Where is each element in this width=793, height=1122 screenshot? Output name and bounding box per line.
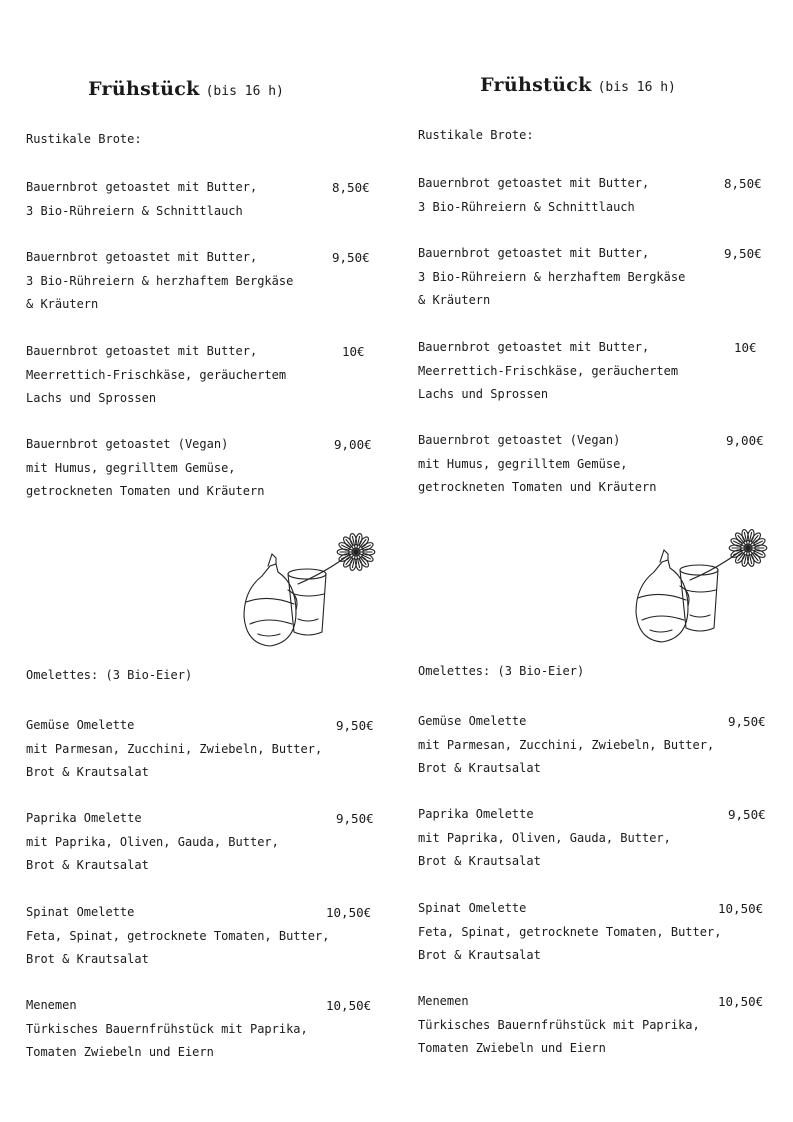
item-name: Menemen xyxy=(418,994,469,1008)
menu-item-omelette xyxy=(418,897,770,968)
menu-item-omelette xyxy=(26,994,378,1065)
menu-title xyxy=(398,74,758,104)
menu-item-brot xyxy=(418,242,770,313)
item-description: 3 Bio-Rühreiern & herzhaftem Bergkäse xyxy=(418,269,686,284)
item-description: Meerrettich-Frischkäse, geräuchertem xyxy=(26,367,287,382)
item-name: Menemen xyxy=(26,998,77,1012)
item-description: Lachs und Sprossen xyxy=(418,387,549,401)
item-description: Feta, Spinat, getrocknete Tomaten, Butter, xyxy=(418,924,722,939)
item-price: 9,00€ xyxy=(334,437,372,452)
item-description: Brot & Krautsalat xyxy=(418,761,541,775)
menu-item-omelette xyxy=(418,710,770,781)
item-name: Bauernbrot getoastet mit Butter, xyxy=(418,176,650,190)
item-name: Bauernbrot getoastet mit Butter, xyxy=(26,180,258,194)
section-heading-omelettes: Omelettes: (3 Bio-Eier) xyxy=(418,664,585,678)
item-description: 3 Bio-Rühreiern & herzhaftem Bergkäse xyxy=(26,273,294,288)
item-price: 10,50€ xyxy=(326,905,372,920)
menu-item-brot xyxy=(418,336,770,407)
item-price: 10€ xyxy=(342,344,365,359)
item-description: Tomaten Zwiebeln und Eiern xyxy=(418,1041,606,1055)
item-price: 10,50€ xyxy=(718,994,764,1009)
item-description: mit Parmesan, Zucchini, Zwiebeln, Butter, xyxy=(26,741,323,756)
menu-title xyxy=(6,78,366,108)
item-description: mit Paprika, Oliven, Gauda, Butter, xyxy=(26,834,279,849)
item-description: & Kräutern xyxy=(26,297,99,311)
item-name: Gemüse Omelette xyxy=(26,718,135,732)
item-price: 8,50€ xyxy=(332,180,370,195)
menu-column-right xyxy=(418,74,778,1055)
item-description: 3 Bio-Rühreiern & Schnittlauch xyxy=(26,203,243,218)
item-name: Paprika Omelette xyxy=(26,811,142,825)
section-heading-rustikale-brote: Rustikale Brote: xyxy=(418,128,534,142)
item-price: 9,00€ xyxy=(726,433,764,448)
item-price: 9,50€ xyxy=(724,246,762,261)
item-name: Spinat Omelette xyxy=(418,901,527,915)
title-main: Frühstück xyxy=(88,78,200,100)
item-name: Paprika Omelette xyxy=(418,807,534,821)
jug-and-flower-glass-sketch-icon xyxy=(238,524,378,663)
item-name: Bauernbrot getoastet mit Butter, xyxy=(26,344,258,358)
section-heading-rustikale-brote: Rustikale Brote: xyxy=(26,132,142,146)
item-name: Gemüse Omelette xyxy=(418,714,527,728)
menu-item-omelette xyxy=(418,990,770,1061)
menu-item-omelette xyxy=(26,807,378,878)
item-description: Tomaten Zwiebeln und Eiern xyxy=(26,1045,214,1059)
title-main: Frühstück xyxy=(480,74,592,96)
item-name: Spinat Omelette xyxy=(26,905,135,919)
item-description: mit Paprika, Oliven, Gauda, Butter, xyxy=(418,830,671,845)
item-description: getrockneten Tomaten und Kräutern xyxy=(418,480,657,494)
item-description: Feta, Spinat, getrocknete Tomaten, Butter, xyxy=(26,928,330,943)
item-price: 10€ xyxy=(734,340,757,355)
item-description: mit Humus, gegrilltem Gemüse, xyxy=(26,460,236,475)
menu-column-left xyxy=(26,78,386,1059)
item-price: 10,50€ xyxy=(326,998,372,1013)
item-description: Türkisches Bauernfrühstück mit Paprika, xyxy=(26,1021,308,1036)
item-name: Bauernbrot getoastet (Vegan) xyxy=(26,437,229,451)
menu-item-omelette xyxy=(418,803,770,874)
item-description: Türkisches Bauernfrühstück mit Paprika, xyxy=(418,1017,700,1032)
item-price: 9,50€ xyxy=(728,807,766,822)
item-description: mit Humus, gegrilltem Gemüse, xyxy=(418,456,628,471)
title-subtitle: (bis 16 h) xyxy=(205,84,284,99)
item-description: Meerrettich-Frischkäse, geräuchertem xyxy=(418,363,679,378)
item-description: Brot & Krautsalat xyxy=(418,854,541,868)
section-heading-omelettes: Omelettes: (3 Bio-Eier) xyxy=(26,668,193,682)
item-description: Brot & Krautsalat xyxy=(26,765,149,779)
item-description: Brot & Krautsalat xyxy=(418,948,541,962)
item-name: Bauernbrot getoastet mit Butter, xyxy=(418,340,650,354)
item-description: mit Parmesan, Zucchini, Zwiebeln, Butter, xyxy=(418,737,715,752)
menu-item-brot xyxy=(26,340,378,411)
item-name: Bauernbrot getoastet mit Butter, xyxy=(418,246,650,260)
item-description: getrockneten Tomaten und Kräutern xyxy=(26,484,265,498)
item-price: 9,50€ xyxy=(728,714,766,729)
item-price: 10,50€ xyxy=(718,901,764,916)
item-description: 3 Bio-Rühreiern & Schnittlauch xyxy=(418,199,635,214)
item-description: & Kräutern xyxy=(418,293,491,307)
item-description: Lachs und Sprossen xyxy=(26,391,157,405)
menu-item-omelette xyxy=(26,901,378,972)
item-price: 9,50€ xyxy=(332,250,370,265)
item-price: 8,50€ xyxy=(724,176,762,191)
menu-item-brot xyxy=(26,246,378,317)
jug-and-flower-glass-sketch-icon xyxy=(630,520,770,659)
item-description: Brot & Krautsalat xyxy=(26,858,149,872)
item-price: 9,50€ xyxy=(336,718,374,733)
menu-item-brot xyxy=(26,433,378,504)
menu-item-brot xyxy=(418,172,770,219)
item-description: Brot & Krautsalat xyxy=(26,952,149,966)
title-subtitle: (bis 16 h) xyxy=(597,80,676,95)
menu-item-brot xyxy=(418,429,770,500)
item-name: Bauernbrot getoastet (Vegan) xyxy=(418,433,621,447)
menu-item-omelette xyxy=(26,714,378,785)
item-name: Bauernbrot getoastet mit Butter, xyxy=(26,250,258,264)
item-price: 9,50€ xyxy=(336,811,374,826)
menu-item-brot xyxy=(26,176,378,223)
